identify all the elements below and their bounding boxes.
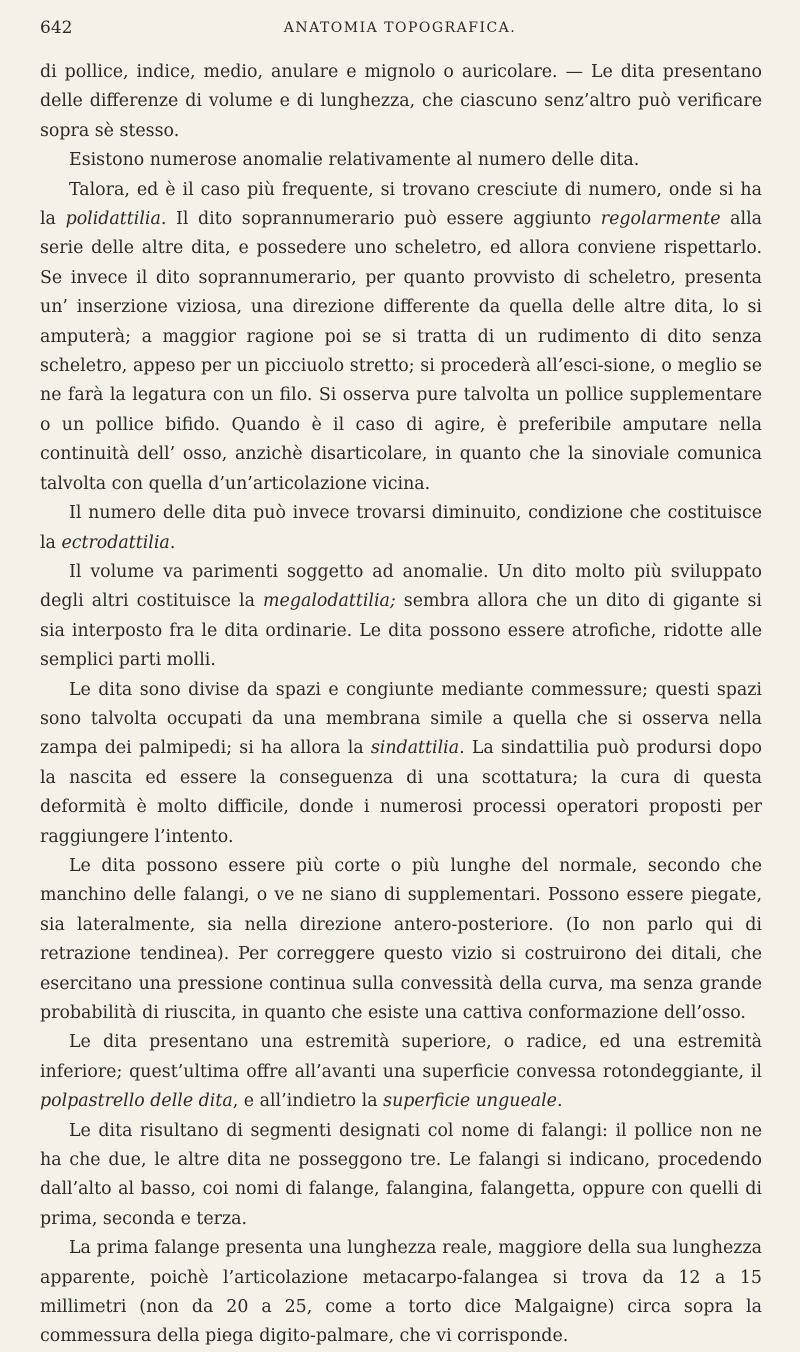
running-head: ANATOMIA TOPOGRAFICA. [283, 20, 517, 36]
text-run: . La sindattilia può prodursi dopo la nascita ed essere la conseguenza di una scottatura; la cura di questa deformità è molto difficile, donde i numerosi processi operatori proposti per raggiungere l’intento. [40, 738, 762, 847]
text-run: di pollice, indice, medio, anulare e mignolo o auricolare. — Le dita presentano delle differenze di volume e di lunghezza, che ciascuno senz’altro può verificare sopra sè stesso. [40, 62, 762, 141]
italic-term: sindattilia [370, 738, 460, 759]
paragraph-7 [40, 1028, 762, 1116]
text-run: La prima falange presenta una lunghezza reale, maggiore della sua lunghezza apparente, poichè l’articolazione metacarpo-falangea si trova da 12 a 15 millimetri (non da 20 a 25, come a torto dice Malgaigne) circa sopra la commessura della piega digito-palmare, che vi corrisponde. [40, 1238, 762, 1347]
text-run: Le dita sono divise da spazi e congiunte mediante commessure; questi spazi sono talvolta occupati da una membrana simile a quella che si osserva nella zampa dei palmipedi; si ha allora la [40, 679, 762, 759]
text-run: Esistono numerose anomalie relativamente al numero delle dita. [69, 150, 640, 171]
text-run: Il volume va parimenti soggetto ad anomalie. Un dito molto più sviluppato degli altri costituisce la [40, 561, 762, 612]
text-run: Il numero delle dita può invece trovarsi diminuito, condizione che costituisce la [40, 503, 762, 553]
text-run: , e all’indietro la [232, 1091, 384, 1112]
body-text [40, 58, 762, 1352]
text-run: . Il dito soprannumerario può essere aggiunto [160, 209, 601, 230]
italic-term: polpastrello delle dita [40, 1091, 233, 1112]
text-run: . [169, 532, 176, 553]
paragraph-8 [40, 1117, 762, 1235]
text-run: alla serie delle altre dita, e possedere uno scheletro, ed allora conviene rispettarlo. Se invece il dito soprannumerario, per quanto provvisto di scheletro, presenta un’ inserzione viziosa, una direzione differente da quella delle altre dita, lo si amputerà; a maggior ragione poi se si tratta di un rudimento di dito senza scheletro, appeso per un picciuolo stretto; si procederà all’esci-sione, o meglio se ne farà la legatura con un filo. Si osserva pure talvolta un pollice supplementare o un pollice bifido. Quando è il caso di agire, è preferibile amputare nella continuità dell’ osso, anzichè disarticolare, in quanto che la sinoviale comunica talvolta con quella d’un’articolazione vicina. [40, 209, 762, 494]
paragraph-0 [40, 58, 762, 146]
italic-term: polidattilia [65, 209, 161, 230]
paragraph-1 [40, 146, 762, 175]
paragraph-4 [40, 558, 762, 676]
text-run: sembra allora che un dito di gigante si sia interposto fra le dita ordinarie. Le dita possono essere atrofiche, ridotte alle semplici parti molli. [40, 591, 762, 671]
text-run: . [556, 1091, 563, 1112]
paragraph-6 [40, 852, 762, 1028]
paragraph-9 [40, 1234, 762, 1352]
italic-term: regolarmente [600, 209, 721, 230]
paragraph-3 [40, 499, 762, 558]
text-run: Le dita presentano una estremità superiore, o radice, ed una estremità inferiore; quest’ultima offre all’avanti una superficie convessa rotondeggiante, il [40, 1032, 762, 1082]
text-run: Talora, ed è il caso più frequente, si trovano cresciute di numero, onde si ha la [40, 179, 762, 230]
text-run: Le dita possono essere più corte o più lunghe del normale, secondo che manchino delle falangi, o ve ne siano di supplementari. Possono essere piegate, sia lateralmente, sia nella direzione antero-posteriore. (Io non parlo qui di retrazione tendinea). Per correggere questo vizio si costruirono dei ditali, che esercitano una pressione continua sulla convessità della curva, ma senza grande probabilità di riuscita, in quanto che esiste una cattiva conformazione dell’osso. [40, 855, 762, 1023]
page-number: 642 [40, 18, 73, 38]
italic-term: superficie ungueale [383, 1091, 557, 1112]
text-run: Le dita risultano di segmenti designati col nome di falangi: il pollice non ne ha che due, le altre dita ne posseggono tre. Le falangi si indicano, procedendo dall’alto al basso, coi nomi di falange, falangina, falangetta, oppure con quelli di prima, seconda e terza. [40, 1120, 762, 1229]
page-header [40, 12, 760, 42]
paragraph-5 [40, 676, 762, 852]
italic-term: megalodattilia; [263, 591, 396, 612]
italic-term: ectrodattilia [61, 532, 170, 553]
paragraph-2 [40, 176, 762, 499]
